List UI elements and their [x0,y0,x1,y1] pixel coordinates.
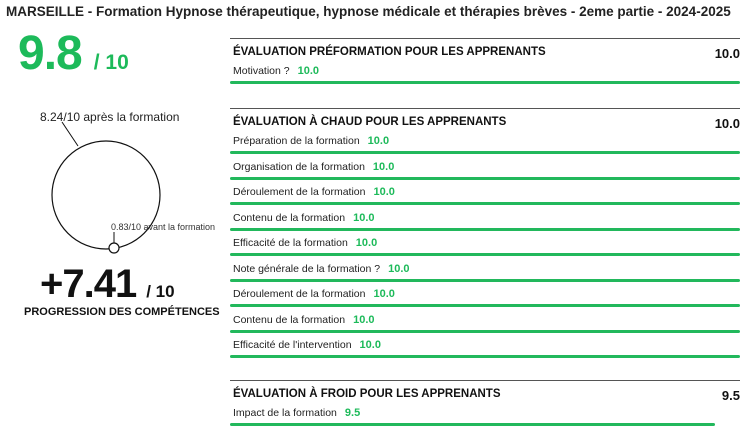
progression-denominator: / 10 [146,282,175,301]
criterion-value: 9.5 [344,407,361,419]
criterion-name: Préparation de la formation [233,135,360,147]
criterion-score-bar [230,304,740,307]
criterion-label [233,339,381,351]
criterion-value: 10.0 [359,339,381,351]
section-score: 10.0 [714,116,740,131]
criterion-label [233,263,410,275]
criterion-score-bar [230,151,740,154]
criterion-score-bar [230,330,740,333]
section-divider [230,108,740,109]
criterion-row [230,186,740,208]
criterion-name: Efficacité de l'intervention [233,339,352,351]
criterion-score-bar [230,202,740,205]
criterion-value: 10.0 [353,211,375,224]
criterion-score-bar [230,81,740,84]
criterion-value: 10.0 [372,160,395,173]
criterion-row [230,407,740,429]
criterion-name: Motivation ? [233,65,290,77]
overall-score-value: 9.8 [18,27,82,80]
criterion-row [230,237,740,259]
evaluation-section [230,38,740,91]
criterion-value: 10.0 [297,65,320,77]
criterion-score-bar [230,423,715,426]
criterion-label [233,314,375,326]
criterion-value: 10.0 [367,135,390,147]
criterion-label [233,65,319,77]
section-score: 9.5 [721,388,740,403]
criterion-label [233,407,360,419]
criterion-label [233,186,395,198]
criterion-value: 10.0 [373,186,395,198]
criterion-label [233,161,394,173]
criterion-name: Contenu de la formation [233,313,346,326]
page-title: MARSEILLE - Formation Hypnose thérapeutique, hypnose médicale et thérapies brèves - 2eme partie - 2024-2025 [6,4,731,19]
criterion-score-bar [230,253,740,256]
criterion-row [230,135,740,157]
evaluation-section [230,108,740,365]
criterion-value: 10.0 [388,262,410,275]
criterion-name: Organisation de la formation [233,160,365,173]
criterion-row [230,314,740,336]
criterion-score-bar [230,355,740,358]
overall-score-denominator: / 10 [93,51,129,74]
criterion-score-bar [230,228,740,231]
criterion-name: Impact de la formation [233,407,337,419]
evaluation-section [230,380,740,433]
criterion-score-bar [230,279,740,282]
criterion-label [233,135,389,147]
criterion-value: 10.0 [353,313,375,326]
section-title: ÉVALUATION À FROID POUR LES APPRENANTS [233,388,501,400]
section-divider [230,38,740,39]
criterion-name: Contenu de la formation [233,211,346,224]
progression-score [40,262,175,307]
criterion-name: Efficacité de la formation [233,237,348,249]
after-training-label: 8.24/10 après la formation [40,110,180,124]
after-leader-line [62,122,78,146]
section-title: ÉVALUATION À CHAUD POUR LES APPRENANTS [233,116,507,128]
before-training-label: 0.83/10 avant la formation [111,222,216,232]
criterion-row [230,339,740,361]
criterion-label [233,212,375,224]
criterion-name: Déroulement de la formation [233,288,366,300]
criterion-name: Déroulement de la formation [233,186,366,198]
criterion-row [230,263,740,285]
before-circle [109,243,119,253]
criterion-score-bar [230,177,740,180]
criterion-label [233,237,377,249]
section-score: 10.0 [714,46,740,61]
criterion-row [230,212,740,234]
progression-delta: +7.41 [40,262,137,306]
criterion-name: Note générale de la formation ? [233,262,381,275]
section-title: ÉVALUATION PRÉFORMATION POUR LES APPRENANTS [233,46,546,58]
progression-label: PROGRESSION DES COMPÉTENCES [24,306,220,318]
criterion-value: 10.0 [355,237,378,249]
criterion-row [230,161,740,183]
after-circle [52,141,160,249]
section-divider [230,380,740,381]
criterion-value: 10.0 [373,288,395,300]
criterion-row [230,65,740,87]
criterion-row [230,288,740,310]
criterion-label [233,288,395,300]
